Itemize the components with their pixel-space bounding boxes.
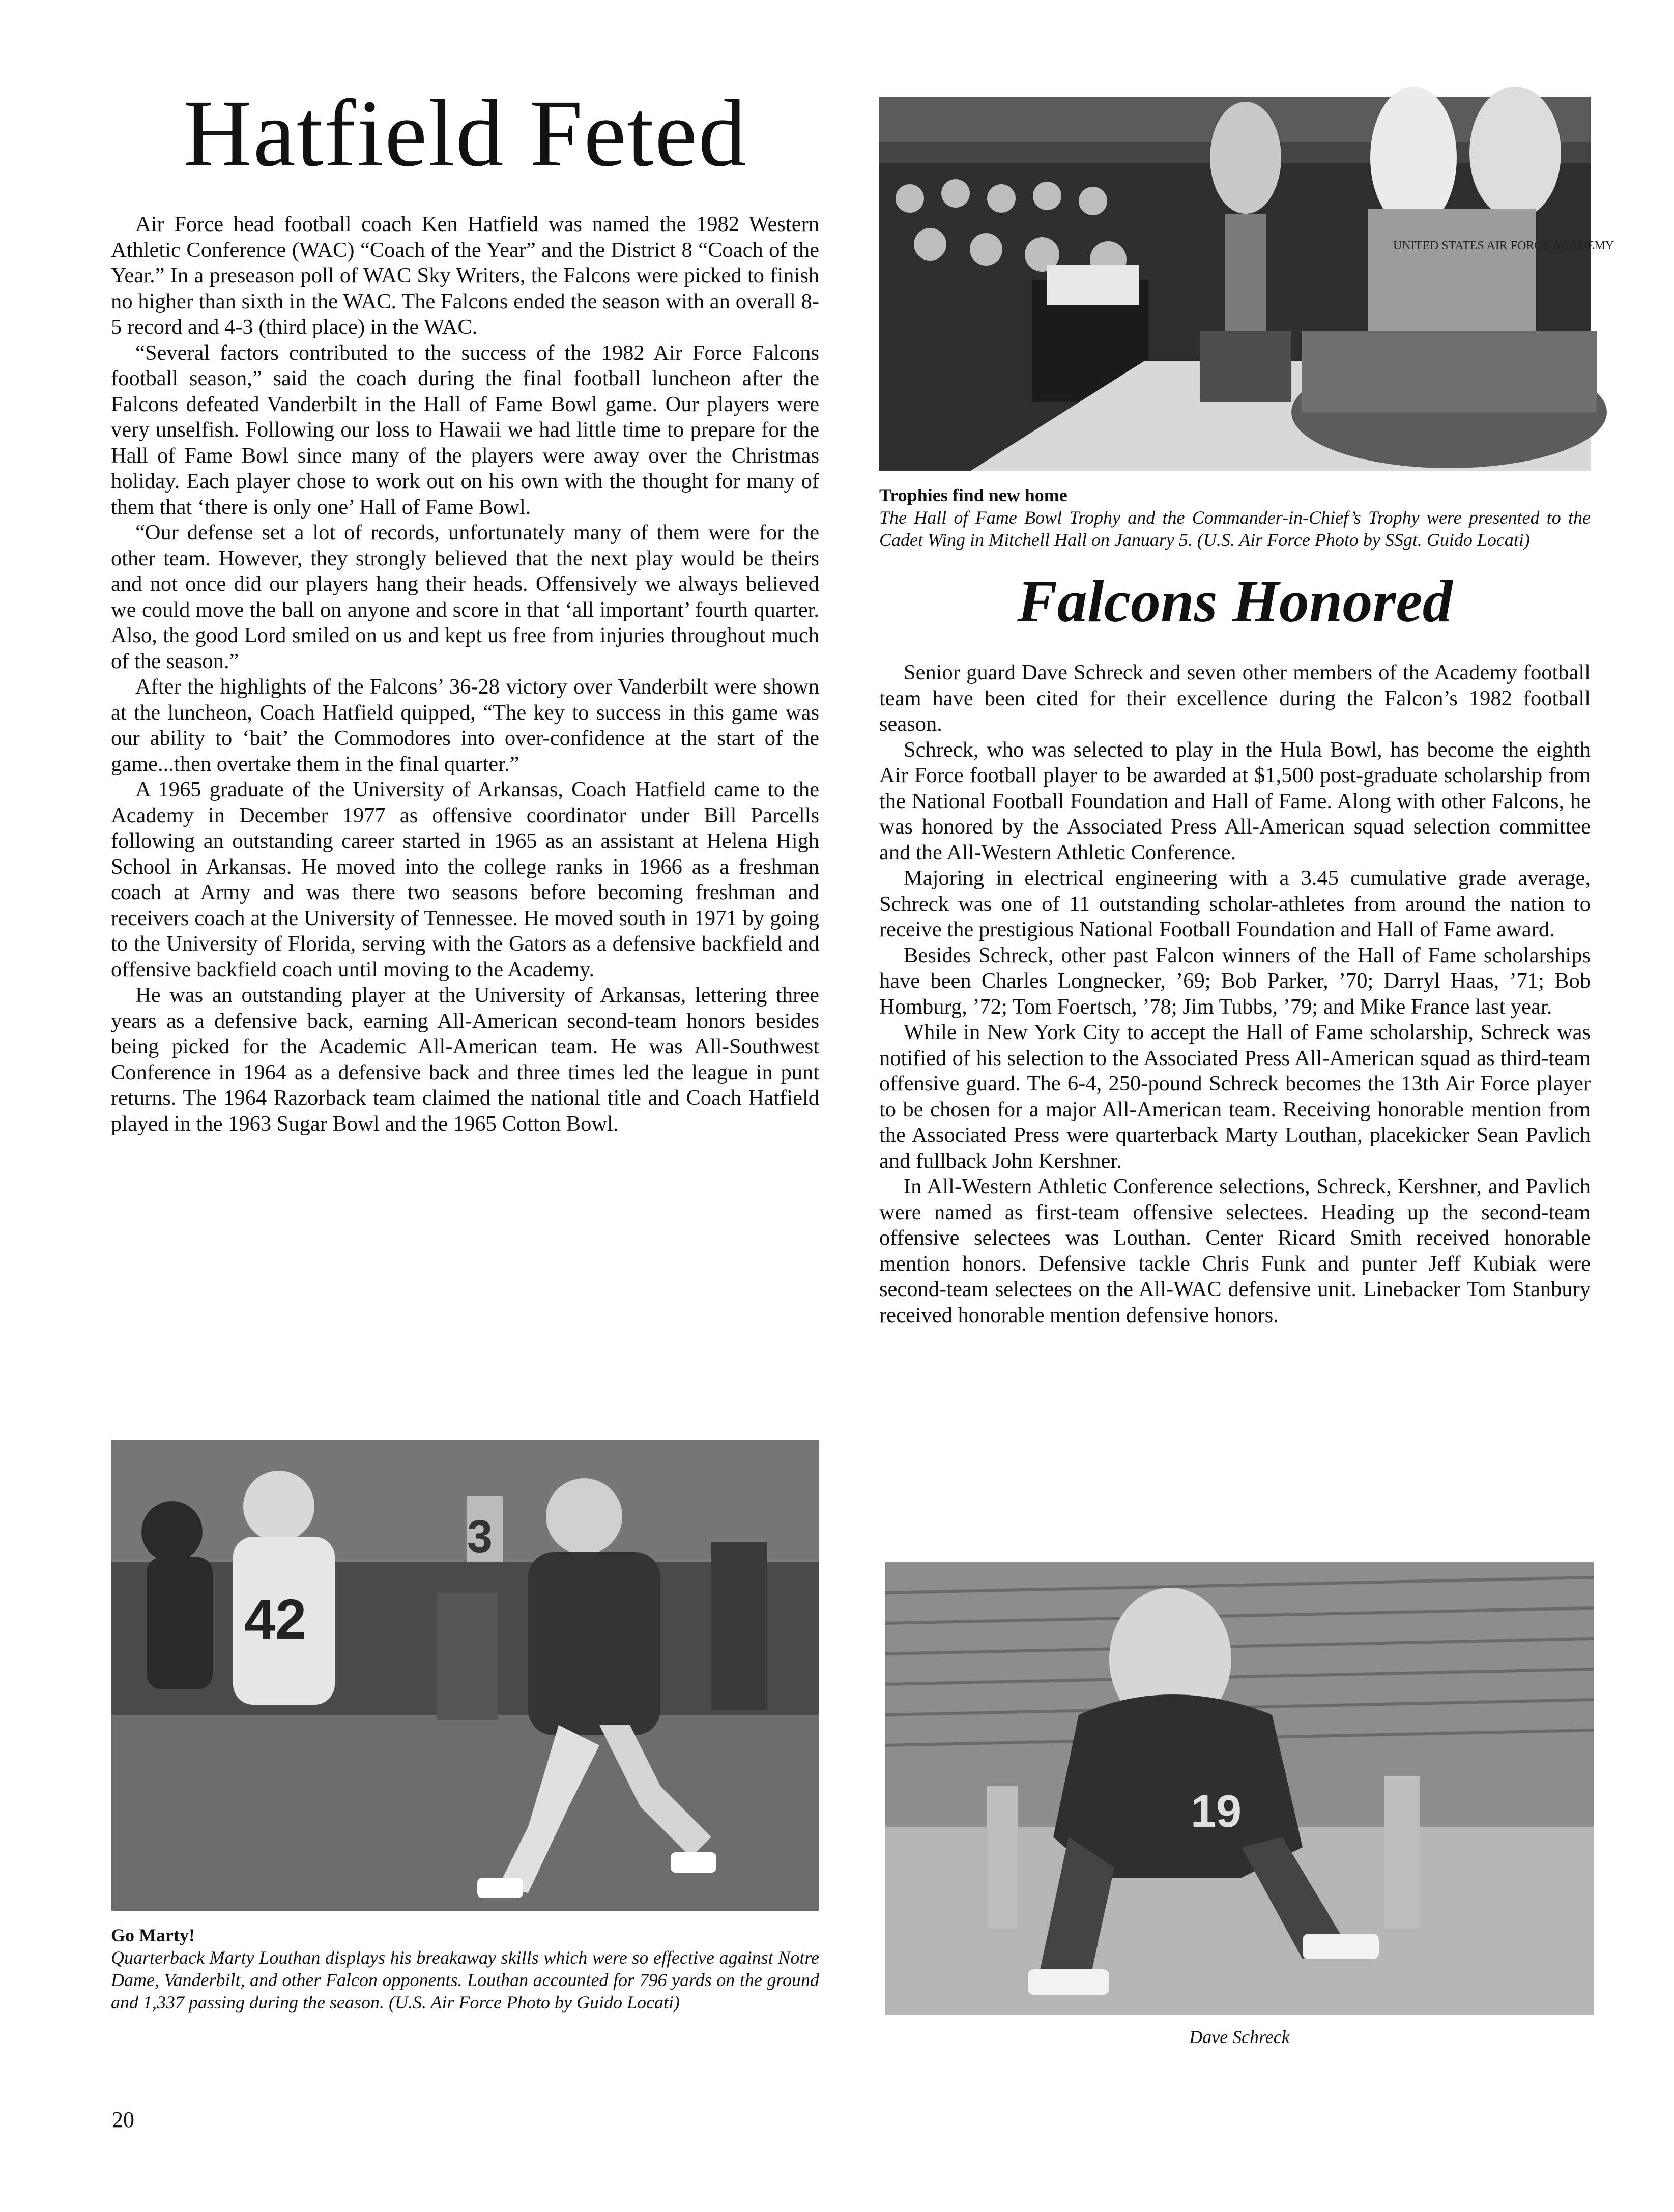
paragraph: Air Force head football coach Ken Hatfield was named the 1982 Western Athletic Conference (WAC) “Coach of the Year” and the District 8 “Coach of the Year.” In a preseason poll of WAC Sky Writers, the Falcons were picked to finish no higher than sixth in the WAC. The Falcons ended the season with an overall 8-5 record and 4-3 (third place) in the WAC. — [111, 212, 819, 339]
photo-dave-schreck — [885, 1562, 1594, 2015]
paragraph: Besides Schreck, other past Falcon winners of the Hall of Fame scholarships have been Charles Longnecker, ’69; Bob Parker, ’70; Darryl Haas, ’71; Bob Homburg, ’72; Tom Foertsch, ’78; Jim Tubbs, ’79; and Mike France last year. — [879, 943, 1591, 1019]
caption-body-marty: Quarterback Marty Louthan displays his breakaway skills which were so effective against Notre Dame, Vanderbilt, and other Falcon opponents. Louthan accounted for 796 yards on the ground and 1,337 passing during the season. (U.S. Air Force Photo by Guido Locati) — [111, 1947, 819, 2013]
caption-title-trophies: Trophies find new home — [879, 485, 1067, 505]
paragraph: Senior guard Dave Schreck and seven other members of the Academy football team have been cited for their excellence during the Falcon’s 1982 football season. — [879, 660, 1591, 736]
photo-marty-louthan — [111, 1440, 819, 1911]
article-body-hatfield — [111, 212, 819, 1137]
photo-block-schreck — [885, 1562, 1594, 2048]
jersey-number-19: 19 — [1191, 1786, 1242, 1837]
paragraph: A 1965 graduate of the University of Arkansas, Coach Hatfield came to the Academy in December 1977 as offensive coordinator under Bill Parcells following an outstanding career started in 1965 as an assistant at Helena High School in Arkansas. He moved into the college ranks in 1966 as a freshman coach at Army and was there two seasons before becoming freshman and receivers coach at the University of Tennessee. He moved south in 1971 by going to the University of Florida, serving with the Gators as a defensive backfield and offensive backfield coach until moving to the Academy. — [111, 778, 819, 982]
page-number: 20 — [112, 2107, 134, 2132]
sideline-number-3: 3 — [467, 1511, 493, 1562]
article-headline-falcons: Falcons Honored — [1017, 568, 1453, 635]
paragraph: After the highlights of the Falcons’ 36-28 victory over Vanderbilt were shown at the luncheon, Coach Hatfield quipped, “The key to success in this game was our ability to ‘bait’ the Commodores into over-confidence at the start of the game...then overtake them in the final quarter.” — [111, 675, 819, 776]
caption-body-trophies: The Hall of Fame Bowl Trophy and the Commander-in-Chief’s Trophy were presented to the Cadet Wing in Mitchell Hall on January 5. (U.S. Air Force Photo by SSgt. Guido Locati) — [879, 507, 1591, 550]
trophy-plaque-text: UNITED STATES AIR FORCE ACADEMY — [1393, 239, 1614, 252]
right-column — [879, 97, 1614, 1328]
jersey-number-42: 42 — [244, 1588, 307, 1651]
article-body-falcons — [879, 660, 1591, 1328]
paragraph: Schreck, who was selected to play in the Hula Bowl, has become the eighth Air Force football player to be awarded at $1,500 post-graduate scholarship from the National Football Foundation and Hall of Fame. Along with other Falcons, he was honored by the Associated Press All-American squad selection committee and the All-Western Athletic Conference. — [879, 737, 1591, 865]
paragraph: “Our defense set a lot of records, unfortunately many of them were for the other team. However, they strongly believed that the next play would be theirs and not once did our players hang their heads. Offensively we always believed we could move the ball on anyone and score in that ‘all important’ fourth quarter. Also, the good Lord smiled on us and kept us free from injuries throughout much of the season.” — [111, 521, 819, 673]
paragraph: In All-Western Athletic Conference selections, Schreck, Kershner, and Pavlich were named as first-team offensive selectees. Heading up the second-team offensive selectees was Louthan. Center Ricard Smith received honorable mention honors. Defensive tackle Chris Funk and punter Jeff Kubiak were second-team selectees on the All-WAC defensive unit. Linebacker Tom Stanbury received honorable mention defensive honors. — [879, 1174, 1591, 1327]
paragraph: He was an outstanding player at the University of Arkansas, lettering three years as a defensive back, earning All-American second-team honors besides being picked for the Academic All-American team. He was All-Southwest Conference in 1964 as a defensive back and three times led the league in punt returns. The 1964 Razorback team claimed the national title and Coach Hatfield played in the 1963 Sugar Bowl and the 1965 Cotton Bowl. — [111, 983, 819, 1136]
caption-schreck: Dave Schreck — [1189, 2027, 1290, 2047]
left-column — [111, 71, 819, 1137]
article-headline-hatfield: Hatfield Feted — [183, 80, 747, 186]
paragraph: While in New York City to accept the Hall of Fame scholarship, Schreck was notified of his selection to the Associated Press All-American squad as third-team offensive guard. The 6-4, 250-pound Schreck becomes the 13th Air Force player to be chosen for a major All-American team. Receiving honorable mention from the Associated Press were quarterback Marty Louthan, placekicker Sean Pavlich and fullback John Kershner. — [879, 1020, 1591, 1173]
caption-title-marty: Go Marty! — [111, 1925, 195, 1945]
photo-trophies — [879, 97, 1614, 471]
paragraph: “Several factors contributed to the success of the 1982 Air Force Falcons football season,” said the coach during the final football luncheon after the Falcons defeated Vanderbilt in the Hall of Fame Bowl game. Our players were very unselfish. Following our loss to Hawaii we had little time to prepare for the Hall of Fame Bowl since many of the players were away over the Christmas holiday. Each player chose to work out on his own with the thought for many of them that ‘there is only one’ Hall of Fame Bowl. — [111, 340, 819, 519]
paragraph: Majoring in electrical engineering with a 3.45 cumulative grade average, Schreck was one of 11 outstanding scholar-athletes from around the nation to receive the prestigious National Football Foundation and Hall of Fame award. — [879, 866, 1591, 941]
photo-block-marty — [111, 1440, 819, 2014]
